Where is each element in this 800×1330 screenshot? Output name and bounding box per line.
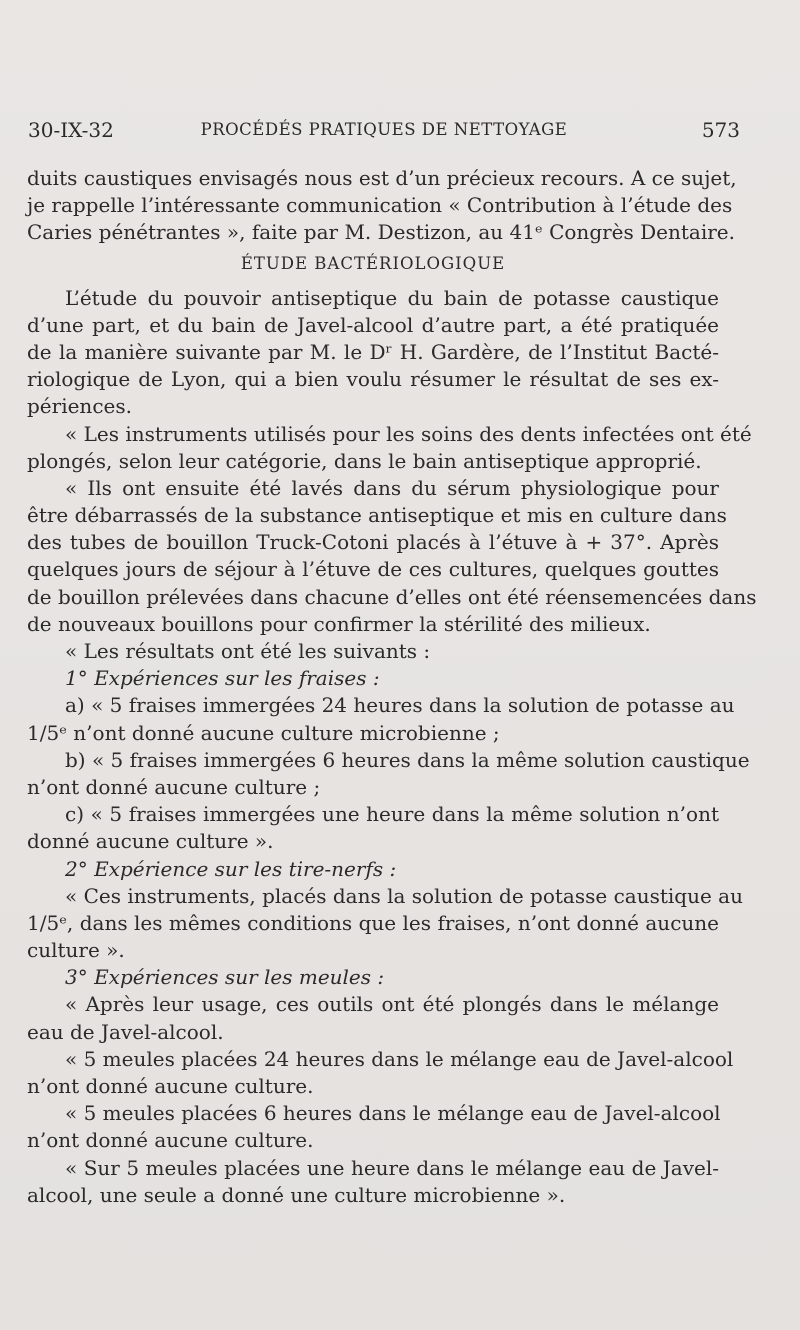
text-line: de bouillon prélevées dans chacune d’elles ont été réensemencées dans [27, 584, 757, 609]
text-line: « 5 meules placées 24 heures dans le mélange eau de Javel-alcool [65, 1046, 734, 1071]
text-line: eau de Javel-alcool. [27, 1019, 224, 1044]
section-heading: ÉTUDE BACTÉRIOLOGIQUE [240, 253, 506, 273]
text-line: des tubes de bouillon Truck-Cotoni placés à l’étuve à + 37°. Après [27, 530, 719, 555]
body-text [27, 165, 757, 1209]
text-line: donné aucune culture ». [27, 829, 274, 854]
text-line: n’ont donné aucune culture ; [27, 774, 321, 799]
text-line: « Ces instruments, placés dans la solution de potasse caustique au [65, 883, 743, 908]
text-line: n’ont donné aucune culture. [27, 1074, 314, 1098]
text-line: « Les instruments utilisés pour les soins des dents infectées ont été [65, 421, 752, 446]
running-header [28, 118, 740, 144]
text-line: n’ont donné aucune culture. [27, 1128, 314, 1153]
running-title: PROCÉDÉS PRATIQUES DE NETTOYAGE [200, 120, 568, 139]
text-line: « 5 meules placées 6 heures dans le mélange eau de Javel-alcool [65, 1101, 721, 1126]
text-line: alcool, une seule a donné une culture microbienne ». [27, 1182, 566, 1207]
text-line: riologique de Lyon, qui a bien voulu résumer le résultat de ses ex- [27, 367, 719, 392]
text-line: périences. [27, 394, 132, 419]
text-line: de la manière suivante par M. le Dʳ H. Gardère, de l’Institut Bacté- [27, 339, 719, 364]
text-line: je rappelle l’intéressante communication « Contribution à l’étude des [27, 193, 733, 218]
text-line: Caries pénétrantes », faite par M. Destizon, au 41ᵉ Congrès Dentaire. [27, 220, 735, 245]
header-date: 30-IX-32 [28, 118, 114, 142]
text-line: plongés, selon leur catégorie, dans le bain antiseptique approprié. [27, 448, 702, 473]
page-number: 573 [701, 118, 740, 142]
text-line: « Les résultats ont été les suivants : [65, 639, 431, 663]
text-line: d’une part, et du bain de Javel-alcool d’autre part, a été pratiquée [27, 312, 719, 337]
text-line: quelques jours de séjour à l’étuve de ces cultures, quelques gouttes [27, 557, 719, 582]
text-line: « Ils ont ensuite été lavés dans du sérum physiologique pour [65, 475, 719, 500]
text-line: culture ». [27, 938, 125, 963]
text-line: c) « 5 fraises immergées une heure dans la même solution n’ont [65, 802, 719, 827]
text-line: duits caustiques envisagés nous est d’un précieux recours. A ce sujet, [27, 166, 737, 190]
text-line: 1/5ᵉ n’ont donné aucune culture microbienne ; [27, 720, 500, 745]
text-line: « Après leur usage, ces outils ont été plongés dans le mélange [65, 992, 719, 1017]
text-line: de nouveaux bouillons pour confirmer la stérilité des milieux. [27, 611, 651, 636]
text-line: 2° Expérience sur les tire-nerfs : [65, 856, 397, 881]
text-line: « Sur 5 meules placées une heure dans le mélange eau de Javel- [65, 1155, 719, 1180]
text-line: être débarrassés de la substance antiseptique et mis en culture dans [27, 503, 727, 528]
text-line: L’étude du pouvoir antiseptique du bain de potasse caustique [65, 285, 719, 310]
text-line: b) « 5 fraises immergées 6 heures dans la même solution caustique [65, 747, 750, 772]
text-line: 1° Expériences sur les fraises : [65, 666, 380, 691]
text-line: 3° Expériences sur les meules : [65, 965, 385, 990]
text-line: a) « 5 fraises immergées 24 heures dans la solution de potasse au [65, 693, 735, 718]
text-line: 1/5ᵉ, dans les mêmes conditions que les fraises, n’ont donné aucune [27, 910, 719, 935]
